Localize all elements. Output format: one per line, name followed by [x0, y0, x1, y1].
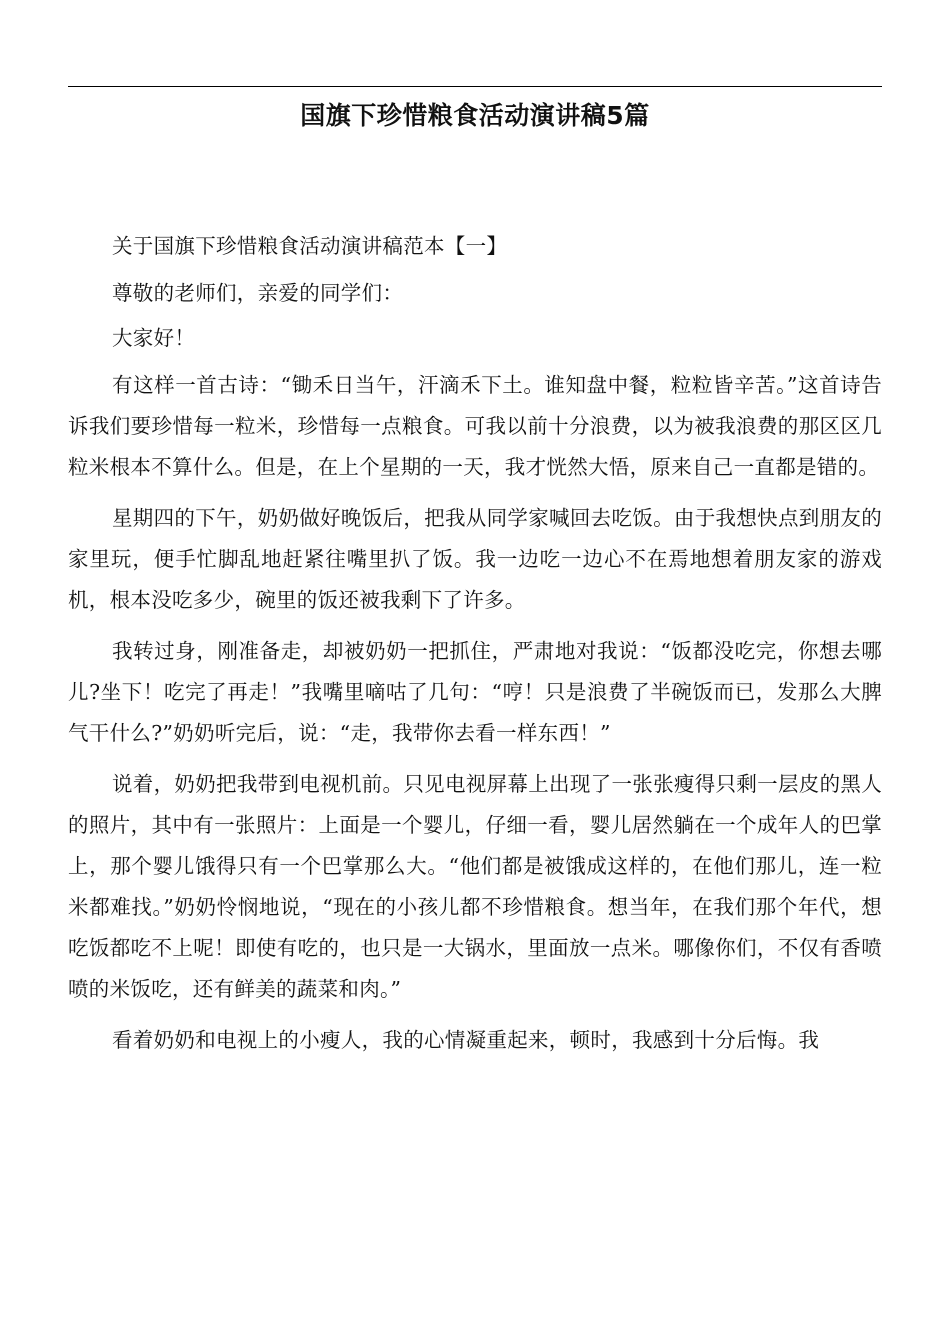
header-rule	[68, 86, 882, 87]
document-title: 国旗下珍惜粮食活动演讲稿5篇	[300, 101, 650, 130]
paragraph: 说着，奶奶把我带到电视机前。只见电视屏幕上出现了一张张瘦得只剩一层皮的黑人的照片，其中有一张照片：上面是一个婴儿，仔细一看，婴儿居然躺在一个成年人的巴掌上，那个婴儿饿得只有一个巴掌那么大。“他们都是被饿成这样的，在他们那儿，连一粒米都难找。”奶奶怜悯地说，“现在的小孩儿都不珍惜粮食。想当年，在我们那个年代，想吃饭都吃不上呢！即使有吃的，也只是一大锅水，里面放一点米。哪像你们，不仅有香喷喷的米饭吃，还有鲜美的蔬菜和肉。”	[68, 772, 882, 1001]
paragraph: 有这样一首古诗：“锄禾日当午，汗滴禾下土。谁知盘中餐，粒粒皆辛苦。”这首诗告诉我们要珍惜每一粒米，珍惜每一点粮食。可我以前十分浪费，以为被我浪费的那区区几粒米根本不算什么。但是，在上个星期的一天，我才恍然大悟，原来自己一直都是错的。	[68, 373, 882, 479]
paragraph: 星期四的下午，奶奶做好晚饭后，把我从同学家喊回去吃饭。由于我想快点到朋友的家里玩，便手忙脚乱地赶紧往嘴里扒了饭。我一边吃一边心不在焉地想着朋友家的游戏机，根本没吃多少，碗里的饭还被我剩下了许多。	[68, 506, 882, 612]
salutation: 尊敬的老师们，亲爱的同学们：	[112, 281, 404, 305]
paragraph: 看着奶奶和电视上的小瘦人，我的心情凝重起来，顿时，我感到十分后悔。我	[112, 1028, 820, 1052]
greeting: 大家好！	[112, 326, 196, 350]
section-heading: 关于国旗下珍惜粮食活动演讲稿范本【一】	[112, 234, 508, 258]
paragraph: 我转过身，刚准备走，却被奶奶一把抓住，严肃地对我说：“饭都没吃完，你想去哪儿?坐下！吃完了再走！”我嘴里嘀咕了几句：“哼！只是浪费了半碗饭而已，发那么大脾气干什么?”奶奶听完后，说：“走，我带你去看一样东西！”	[68, 639, 882, 745]
document-body	[68, 226, 882, 1071]
